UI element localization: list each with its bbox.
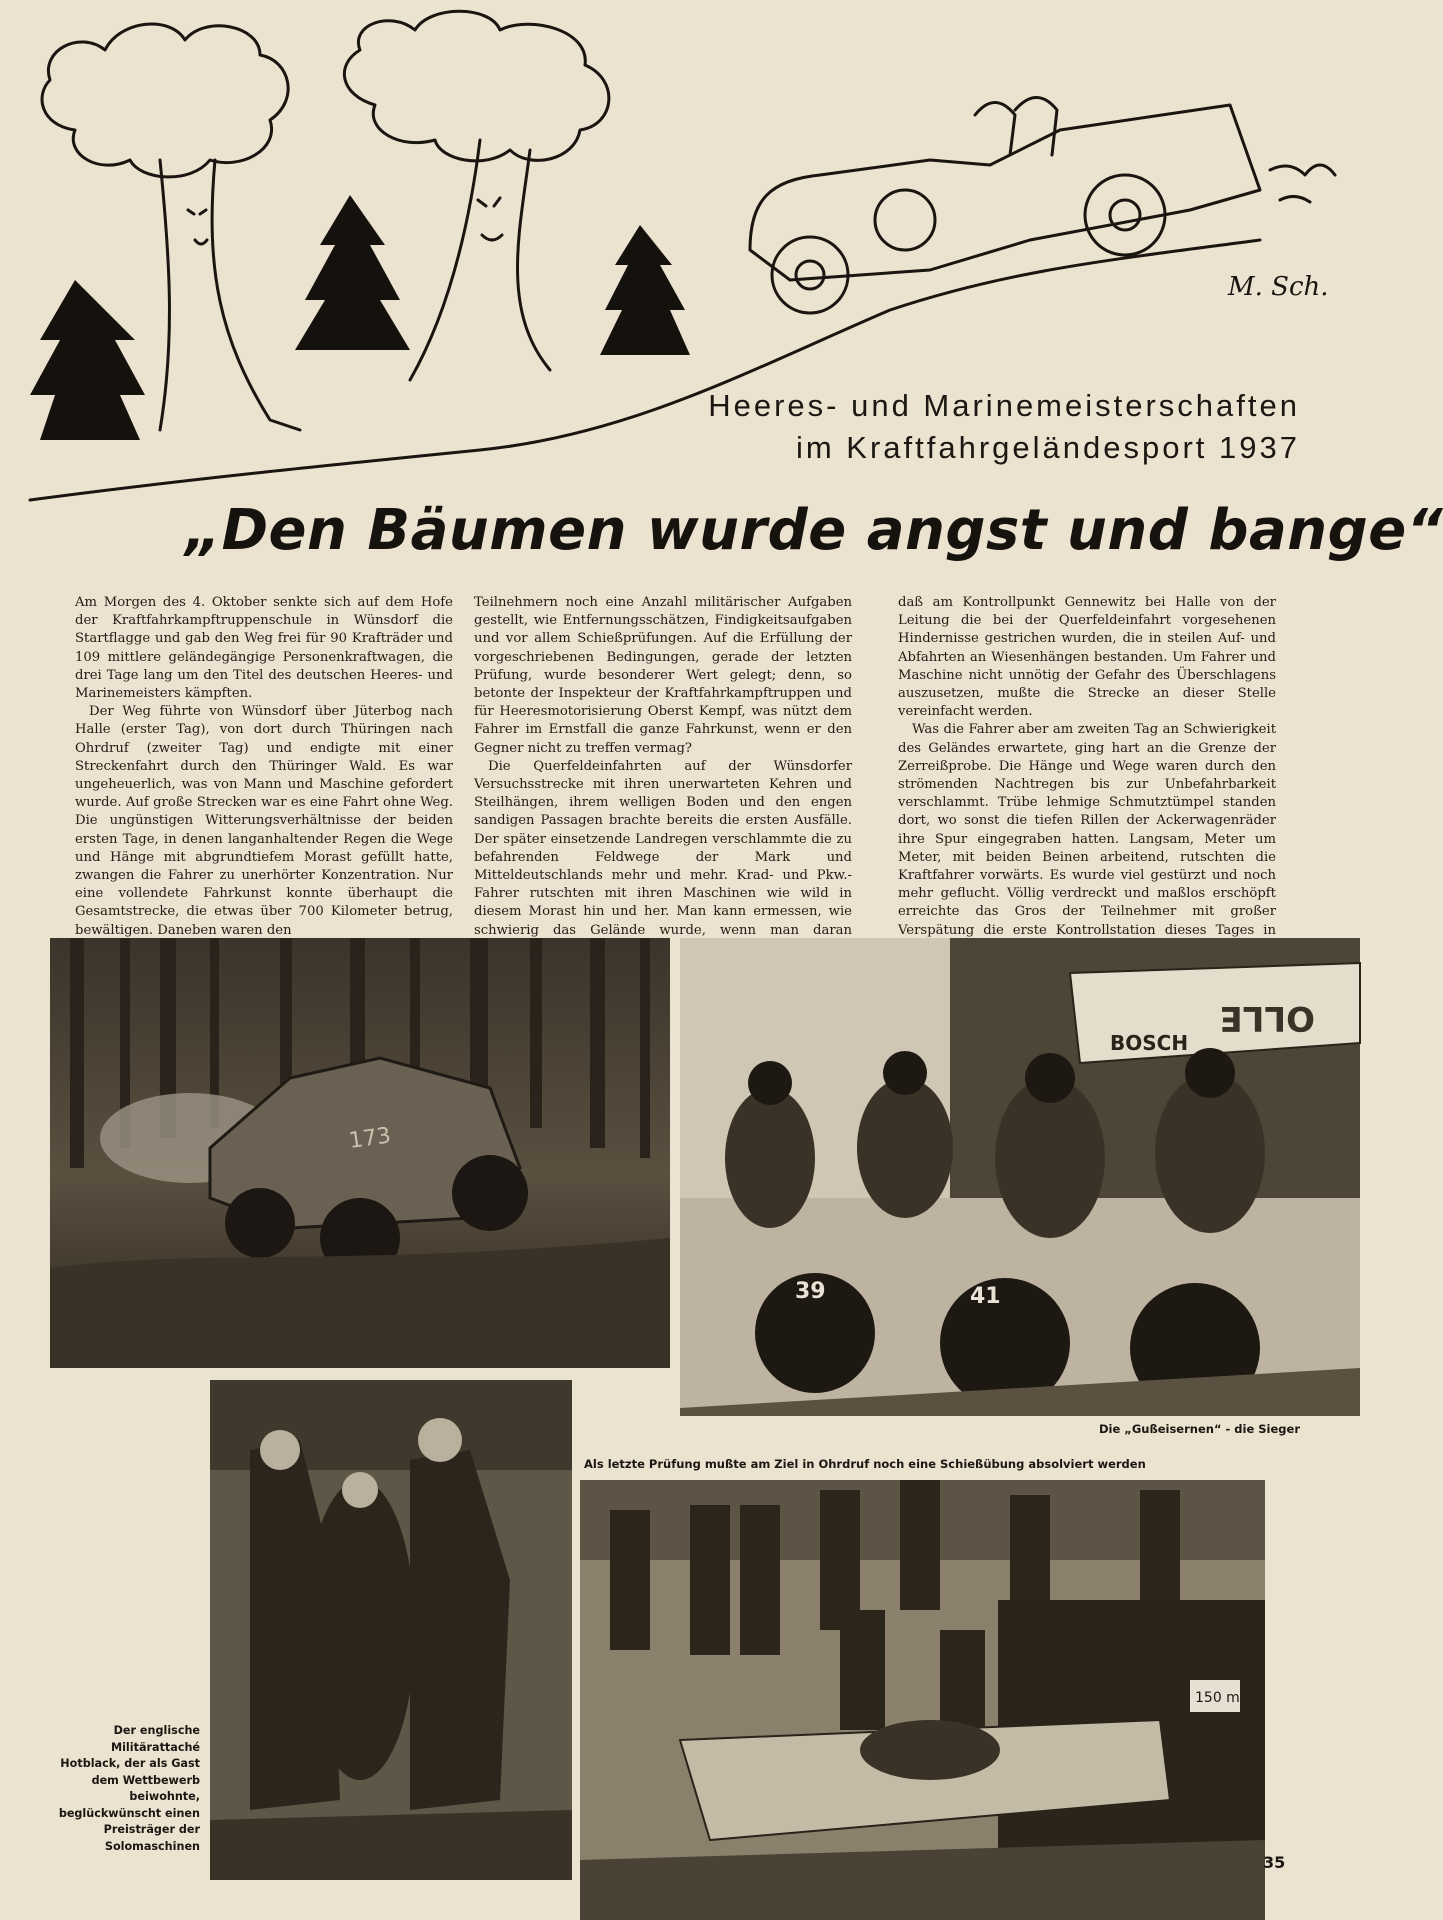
motorcycle-number-41: 41 — [970, 1284, 1001, 1309]
article-column-1 — [75, 594, 453, 938]
paragraph: daß am Kontrollpunkt Gennewitz bei Halle von der Leitung die bei der Querfeldeinfahrt vorgesehenen Hindernisse gestrichen wurden, die in steilen Auf- und Abfahrten an Wiesenhängen bestanden. Um Fahrer und Maschine nicht unnötig der Gefahr des Überschlagens auszusetzen, mußte die Strecke an dieser Stelle vereinfacht werden. — [898, 595, 1276, 720]
fir-tree-3 — [600, 225, 690, 355]
tree-trunk-middle — [410, 140, 550, 380]
photo-car-in-forest — [50, 938, 670, 1368]
paragraph: Was die Fahrer aber am zweiten Tag an Schwierigkeit des Geländes erwartete, ging hart an die Grenze der Zerreißprobe. Die Hänge und Wege waren durch den strömenden Nachtregen bis zur Unbefahrbarkeit verschlammt. Trübe lehmige Schmutztümpel standen dort, wo sonst die tiefen Rillen der Ackerwagenräder ihre Spur eingegraben hatten. Langsam, Meter um Meter, mit beiden Beinen arbeitend, rutschten die Kraftfahrer vorwärts. Es wurde viel gestürzt und noch mehr geflucht. Völlig verdreckt und maßlos erschöpft erreichte das Gros der Teilnehmer mit großer Verspätung die erste Kontrollstation dieses Tages in — [898, 722, 1276, 938]
tree-canopy-middle — [344, 11, 609, 161]
article-column-2 — [474, 594, 852, 938]
tree-canopy-left — [42, 24, 288, 177]
paragraph: Am Morgen des 4. Oktober senkte sich auf dem Hofe der Kraftfahrkampftruppenschule in Wünsdorf die Startflagge und gab den Weg frei für 90 Krafträder und 109 mittlere geländegängige Personenkraftwagen, die drei Tage lang um den Titel des deutschen Heeres- und Marinemeisters kämpften. — [75, 595, 453, 702]
caption-motorcycles: Die „Gußeisernen“ - die Sieger — [1098, 1422, 1300, 1436]
article-column-3 — [898, 594, 1276, 938]
cartoon-signature: M. Sch. — [1228, 272, 1329, 302]
fir-tree-2 — [295, 195, 410, 350]
caption-shooting: Als letzte Prüfung mußte am Ziel in Ohrdruf noch eine Schießübung absolviert werden — [584, 1457, 1146, 1471]
article-subtitle — [620, 385, 1300, 469]
banner-text-olle: OLLE — [1219, 998, 1315, 1038]
paragraph: Die Querfeldeinfahrten auf der Wünsdorfer Versuchsstrecke mit ihren unerwarteten Kehren und Steilhängen, ihrem welligen Boden und den engen sandigen Passagen brachte bereits die ersten Ausfälle. Der später einsetzende Landregen verschlammte die zu befahrenden Feldwege der Mark und Mitteldeutschlands mehr und mehr. Krad- und Pkw.-Fahrer rutschten mit ihren Maschinen wie wild in diesem Morast hin und her. Man kann ermessen, wie schwierig das Gelände wurde, wenn man daran — [474, 758, 852, 938]
banner-text-bosch: BOSCH — [1110, 1031, 1189, 1055]
tree-trunk-left — [160, 160, 300, 430]
caption-attache: Der englische Militärattaché Hotblack, der als Gast dem Wettbewerb beiwohnte, beglückwünscht einen Preisträger der Solomaschinen — [58, 1724, 200, 1853]
photo-motorcycle-riders — [680, 938, 1360, 1416]
tree-face-middle — [478, 198, 502, 240]
paragraph: Teilnehmern noch eine Anzahl militärischer Aufgaben gestellt, wie Entfernungsschätzen, Findigkeitsaufgaben und vor allem Schießprüfungen. Auf die Erfüllung der vorgeschriebenen Bedingungen, gerade der letzten Prüfung, wurde besonderer Wert gelegt; denn, so betonte der Inspekteur der Kraftfahrkampftruppen und für Heeresmotorisierung Oberst Kempf, was nützt dem Fahrer im Ernstfall die ganze Fahrkunst, wenn er den Gegner nicht zu treffen vermag? — [474, 595, 852, 756]
car-number: 173 — [347, 1123, 393, 1154]
page-number: 35 — [1263, 1853, 1286, 1872]
fir-tree-1 — [30, 280, 145, 440]
speed-lines — [1270, 165, 1335, 202]
article-headline: „Den Bäumen wurde angst und bange“ — [185, 498, 1443, 563]
cartoon-car-body — [750, 105, 1260, 280]
tree-face-left — [188, 210, 207, 244]
photo-attache-handshake — [210, 1380, 572, 1880]
subtitle-line-1: Heeres- und Marinemeisterschaften — [708, 388, 1300, 423]
subtitle-line-2: im Kraftfahrgeländesport 1937 — [795, 429, 1300, 465]
distance-sign: 150 m — [1195, 1690, 1240, 1706]
paragraph: Der Weg führte von Wünsdorf über Jüterbog nach Halle (erster Tag), von dort durch Thüringen nach Ohrdruf (zweiter Tag) und endigte mit einer Streckenfahrt durch den Thüringer Wald. Es war ungeheuerlich, was von Mann und Maschine gefordert wurde. Auf große Strecken war es eine Fahrt ohne Weg. Die ungünstigen Witterungsverhältnisse der beiden ersten Tage, in denen langanhaltender Regen die Wege und Hänge mit abgrundtiefem Morast gefüllt hatte, zwangen die Fahrer zu unerhörter Konzentration. Nur eine vollendete Fahrkunst konnte überhaupt die Gesamtstrecke, die etwas über 700 Kilometer betrug, bewältigen. Daneben waren den — [75, 704, 453, 938]
cartoon-driver — [975, 98, 1057, 156]
cartoon-car-wheel-rear — [1085, 175, 1165, 255]
photo-shooting-exercise — [580, 1480, 1265, 1920]
cartoon-car-wheel-mid — [875, 190, 935, 250]
motorcycle-number-39: 39 — [795, 1279, 826, 1304]
